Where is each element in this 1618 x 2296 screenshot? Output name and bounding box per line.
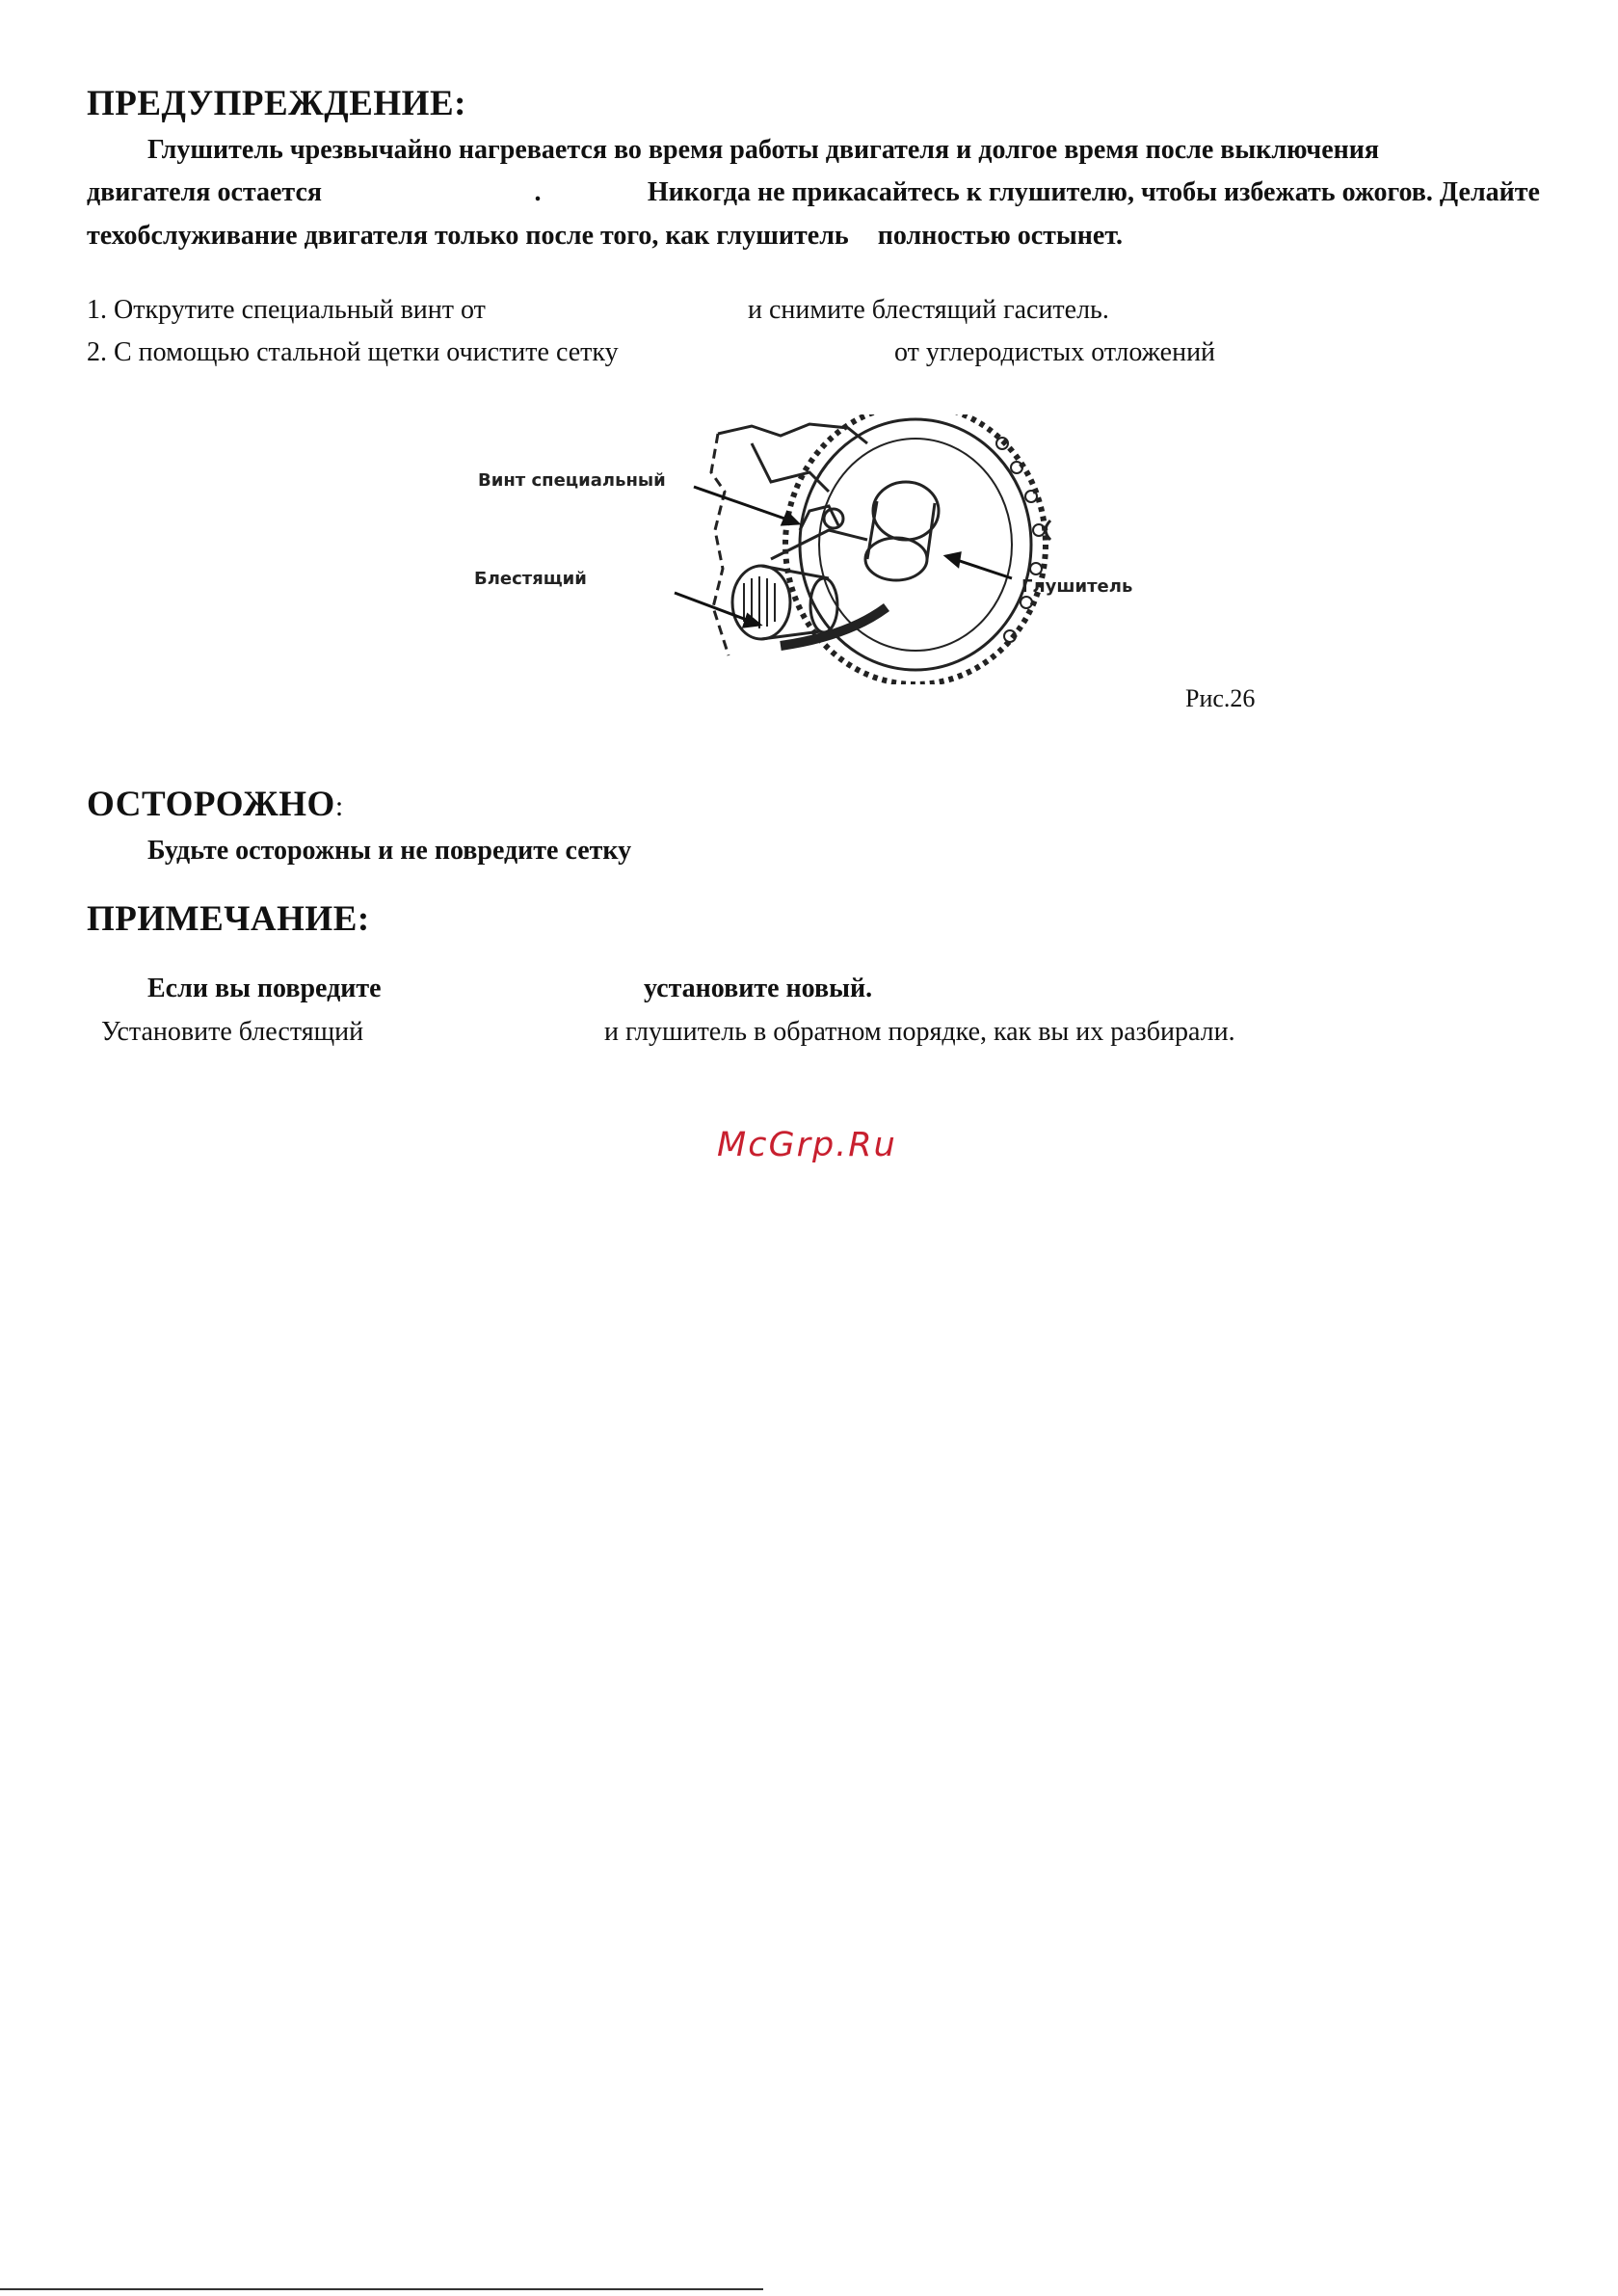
muffler-illustration bbox=[463, 414, 1060, 684]
caution-text: Будьте осторожны и не повредите сетку bbox=[147, 836, 632, 866]
figure-caption: Рис.26 bbox=[1185, 684, 1256, 712]
step-2-b: от углеродистых отложений bbox=[894, 337, 1216, 367]
label-shiny: Блестящий bbox=[474, 569, 587, 589]
warning-line-2-b: . bbox=[534, 177, 542, 207]
caution-heading bbox=[87, 784, 343, 825]
label-special-screw: Винт специальный bbox=[478, 470, 666, 491]
watermark: McGrp.Ru bbox=[717, 1126, 897, 1164]
step-2-a: 2. С помощью стальной щетки очистите сетку bbox=[87, 337, 619, 367]
note-title: ПРИМЕЧАНИЕ: bbox=[87, 899, 370, 939]
warning-line-2-a: двигателя остается bbox=[87, 177, 323, 207]
step-1-a: 1. Открутите специальный винт от bbox=[87, 295, 486, 325]
muffler-figure bbox=[463, 414, 1133, 684]
caution-colon: : bbox=[334, 790, 344, 822]
warning-line-3 bbox=[87, 221, 1123, 252]
warning-title: ПРЕДУПРЕЖДЕНИЕ: bbox=[87, 84, 466, 123]
warning-line-3-a: техобслуживание двигателя только после того, как глушитель bbox=[87, 221, 849, 251]
note-line-1-b: установите новый. bbox=[644, 974, 873, 1003]
note-line-1-a: Если вы повредите bbox=[147, 974, 382, 1003]
caution-title: ОСТОРОЖНО bbox=[87, 785, 335, 824]
warning-line-1: Глушитель чрезвычайно нагревается во время работы двигателя и долгое время после выключения bbox=[147, 135, 1380, 165]
warning-line-2 bbox=[87, 177, 1540, 208]
footer-divider bbox=[0, 2288, 763, 2290]
warning-line-2-c: Никогда не прикасайтесь к глушителю, чтобы избежать ожогов. Делайте bbox=[647, 177, 1540, 207]
note-line-2-b: и глушитель в обратном порядке, как вы их разбирали. bbox=[604, 1017, 1235, 1047]
step-1-b: и снимите блестящий гаситель. bbox=[748, 295, 1109, 325]
note-line-2-a: Установите блестящий bbox=[101, 1017, 364, 1047]
warning-line-3-b: полностью остынет. bbox=[877, 221, 1123, 251]
label-muffler: Глушитель bbox=[1021, 576, 1133, 597]
